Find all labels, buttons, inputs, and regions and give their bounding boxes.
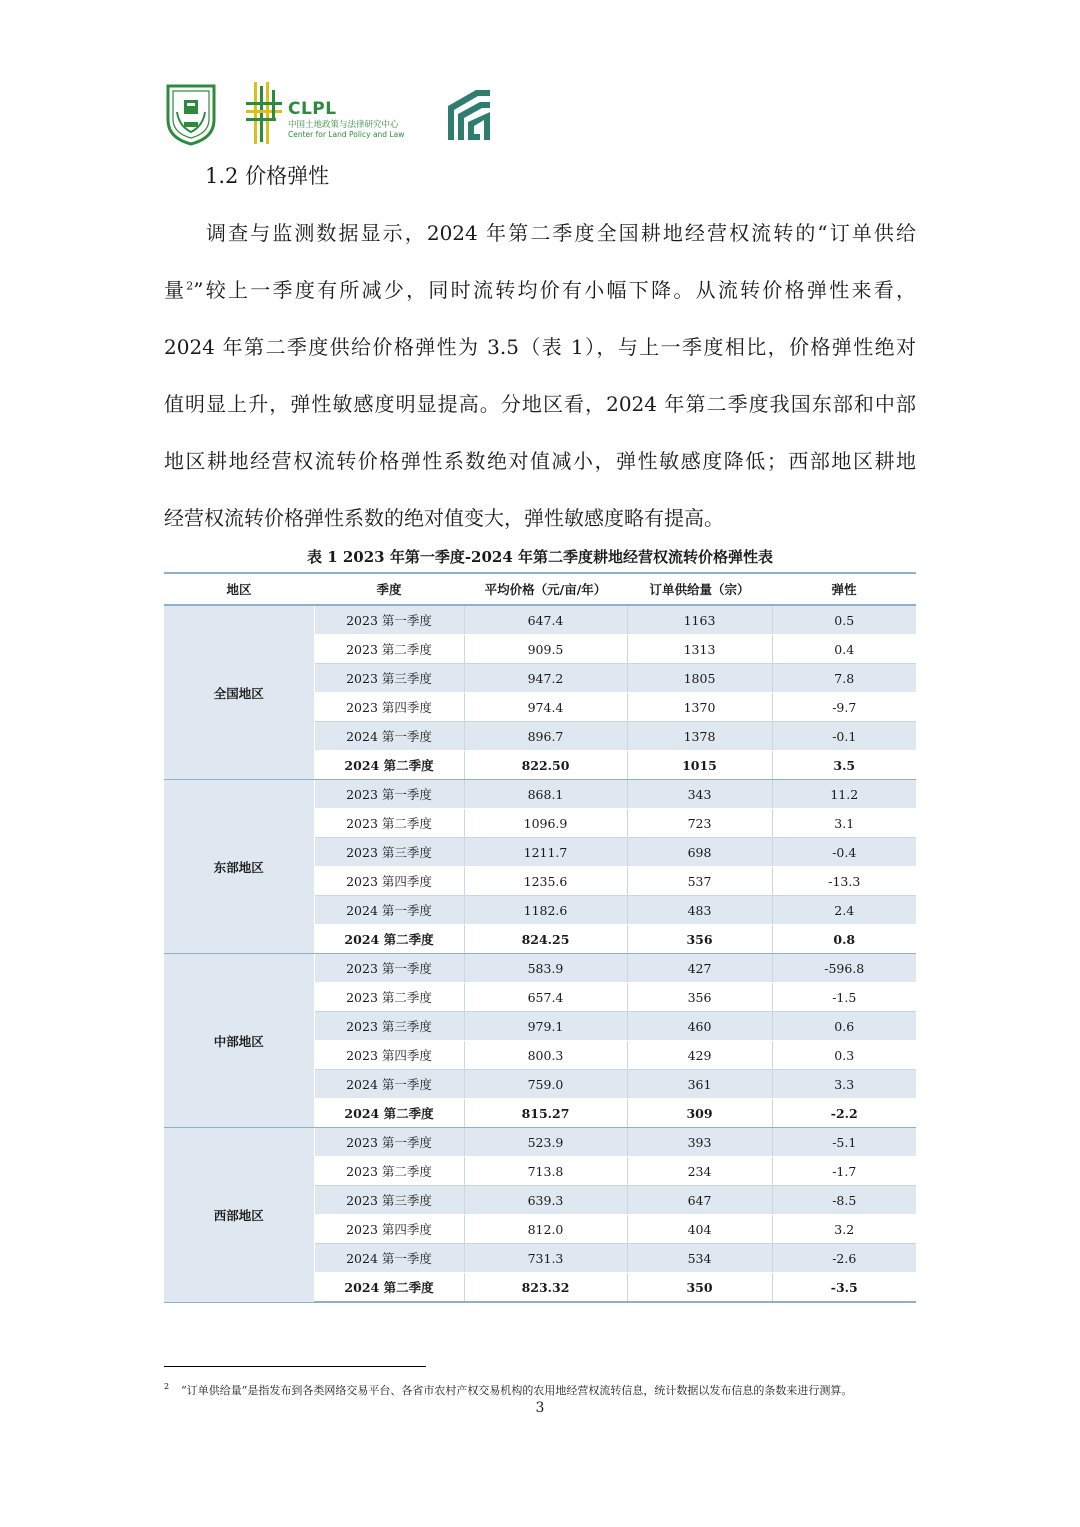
elasticity-cell: -2.6: [772, 1244, 916, 1273]
footnote: [164, 1382, 852, 1398]
elasticity-cell: -1.5: [772, 983, 916, 1012]
quarter-cell: 2023 第三季度: [314, 664, 464, 693]
region-cell: 中部地区: [164, 954, 314, 1128]
avg-price-cell: 822.50: [464, 751, 627, 780]
clpl-name: CLPL: [288, 99, 337, 119]
supply-cell: 234: [627, 1157, 772, 1186]
avg-price-cell: 713.8: [464, 1157, 627, 1186]
quarter-cell: 2023 第二季度: [314, 983, 464, 1012]
avg-price-cell: 647.4: [464, 605, 627, 635]
elasticity-cell: 7.8: [772, 664, 916, 693]
quarter-cell: 2024 第一季度: [314, 1070, 464, 1099]
avg-price-cell: 824.25: [464, 925, 627, 954]
avg-price-cell: 1211.7: [464, 838, 627, 867]
supply-cell: 356: [627, 983, 772, 1012]
supply-cell: 427: [627, 954, 772, 983]
elasticity-cell: 0.4: [772, 635, 916, 664]
table-row: [164, 1128, 916, 1157]
paragraph-line-rest: ”较上一季度有所减少，同时流转均价有小幅下降。从流转价格弹性来看，: [193, 278, 916, 302]
avg-price-cell: 947.2: [464, 664, 627, 693]
elasticity-cell: 3.2: [772, 1215, 916, 1244]
supply-cell: 1015: [627, 751, 772, 780]
paragraph-line: 调查与监测数据显示，2024 年第二季度全国耕地经营权流转的“订单供给: [206, 221, 916, 245]
supply-cell: 1313: [627, 635, 772, 664]
paragraph-line: 经营权流转价格弹性系数的绝对值变大，弹性敏感度略有提高。: [164, 506, 724, 530]
avg-price-cell: 759.0: [464, 1070, 627, 1099]
quarter-cell: 2023 第四季度: [314, 1041, 464, 1070]
avg-price-cell: 823.32: [464, 1273, 627, 1303]
supply-cell: 309: [627, 1099, 772, 1128]
table-caption: 表 1 2023 年第一季度-2024 年第二季度耕地经营权流转价格弹性表: [306, 548, 774, 566]
avg-price-cell: 657.4: [464, 983, 627, 1012]
quarter-cell: 2023 第一季度: [314, 605, 464, 635]
quarter-cell: 2023 第三季度: [314, 1186, 464, 1215]
region-cell: 东部地区: [164, 780, 314, 954]
quarter-cell: 2024 第二季度: [314, 1273, 464, 1303]
table-row: [164, 780, 916, 809]
supply-cell: 723: [627, 809, 772, 838]
elasticity-cell: 11.2: [772, 780, 916, 809]
body-paragraph: [164, 205, 916, 547]
elasticity-cell: -5.1: [772, 1128, 916, 1157]
elasticity-cell: -596.8: [772, 954, 916, 983]
supply-cell: 350: [627, 1273, 772, 1303]
supply-cell: 647: [627, 1186, 772, 1215]
avg-price-cell: 523.9: [464, 1128, 627, 1157]
elasticity-table: [164, 572, 916, 1303]
supply-cell: 1378: [627, 722, 772, 751]
elasticity-cell: 3.3: [772, 1070, 916, 1099]
table-row: [164, 605, 916, 635]
elasticity-cell: -8.5: [772, 1186, 916, 1215]
table-header-row: [164, 573, 916, 605]
avg-price-cell: 1182.6: [464, 896, 627, 925]
supply-cell: 1163: [627, 605, 772, 635]
supply-cell: 404: [627, 1215, 772, 1244]
quarter-cell: 2023 第一季度: [314, 1128, 464, 1157]
supply-cell: 393: [627, 1128, 772, 1157]
elasticity-cell: 3.5: [772, 751, 916, 780]
paragraph-line: 值明显上升，弹性敏感度明显提高。分地区看，2024 年第二季度我国东部和中部: [164, 392, 916, 416]
supply-cell: 343: [627, 780, 772, 809]
avg-price-cell: 583.9: [464, 954, 627, 983]
avg-price-cell: 731.3: [464, 1244, 627, 1273]
quarter-cell: 2024 第一季度: [314, 722, 464, 751]
avg-price-cell: 1096.9: [464, 809, 627, 838]
supply-cell: 429: [627, 1041, 772, 1070]
avg-price-cell: 800.3: [464, 1041, 627, 1070]
elasticity-cell: -9.7: [772, 693, 916, 722]
elasticity-cell: -1.7: [772, 1157, 916, 1186]
footnote-marker: 2: [186, 279, 194, 293]
avg-price-cell: 909.5: [464, 635, 627, 664]
elasticity-cell: 0.3: [772, 1041, 916, 1070]
elasticity-cell: -0.4: [772, 838, 916, 867]
header-quarter: 季度: [314, 573, 464, 605]
header-avg-price: 平均价格（元/亩/年）: [464, 573, 627, 605]
paragraph-line: 2024 年第二季度供给价格弹性为 3.5（表 1），与上一季度相比，价格弹性绝对: [164, 335, 916, 359]
avg-price-cell: 979.1: [464, 1012, 627, 1041]
clpl-mark-icon: [244, 80, 284, 146]
supply-cell: 534: [627, 1244, 772, 1273]
page-number: 3: [535, 1400, 545, 1416]
section-heading: 1.2 价格弹性: [205, 164, 330, 188]
supply-cell: 1370: [627, 693, 772, 722]
avg-price-cell: 815.27: [464, 1099, 627, 1128]
region-cell: 全国地区: [164, 605, 314, 780]
clpl-chinese-name: 中国土地政策与法律研究中心: [288, 120, 399, 130]
table-body: [164, 605, 916, 1302]
avg-price-cell: 1235.6: [464, 867, 627, 896]
supply-cell: 460: [627, 1012, 772, 1041]
quarter-cell: 2023 第一季度: [314, 954, 464, 983]
quarter-cell: 2024 第二季度: [314, 1099, 464, 1128]
table-row: [164, 954, 916, 983]
supply-cell: 483: [627, 896, 772, 925]
quarter-cell: 2023 第三季度: [314, 1012, 464, 1041]
header-supply: 订单供给量（宗）: [627, 573, 772, 605]
quarter-cell: 2024 第二季度: [314, 925, 464, 954]
elasticity-cell: -13.3: [772, 867, 916, 896]
elasticity-cell: 0.6: [772, 1012, 916, 1041]
avg-price-cell: 868.1: [464, 780, 627, 809]
header-elasticity: 弹性: [772, 573, 916, 605]
supply-cell: 537: [627, 867, 772, 896]
avg-price-cell: 974.4: [464, 693, 627, 722]
quarter-cell: 2023 第四季度: [314, 867, 464, 896]
elasticity-cell: 2.4: [772, 896, 916, 925]
footnote-text: “订单供给量”是指发布到各类网络交易平台、各省市农村产权交易机构的农用地经营权流转信息，统计数据以发布信息的条数来进行测算。: [181, 1384, 853, 1397]
footnote-divider: [164, 1366, 426, 1367]
clpl-logo: [244, 80, 424, 146]
quarter-cell: 2023 第一季度: [314, 780, 464, 809]
avg-price-cell: 812.0: [464, 1215, 627, 1244]
clpl-english-name: Center for Land Policy and Law: [288, 130, 405, 139]
quarter-cell: 2023 第四季度: [314, 1215, 464, 1244]
supply-cell: 361: [627, 1070, 772, 1099]
elasticity-cell: -3.5: [772, 1273, 916, 1303]
quarter-cell: 2023 第四季度: [314, 693, 464, 722]
region-cell: 西部地区: [164, 1128, 314, 1303]
supply-cell: 356: [627, 925, 772, 954]
quarter-cell: 2024 第二季度: [314, 751, 464, 780]
quarter-cell: 2024 第一季度: [314, 896, 464, 925]
footnote-number: 2: [164, 1382, 170, 1392]
header-region: 地区: [164, 573, 314, 605]
quarter-cell: 2023 第二季度: [314, 635, 464, 664]
partner-logo-icon: [446, 86, 492, 142]
quarter-cell: 2023 第二季度: [314, 1157, 464, 1186]
paragraph-line-prefix: 量: [164, 278, 187, 302]
supply-cell: 698: [627, 838, 772, 867]
quarter-cell: 2023 第三季度: [314, 838, 464, 867]
elasticity-cell: 0.8: [772, 925, 916, 954]
paragraph-line: [164, 262, 916, 319]
elasticity-cell: -2.2: [772, 1099, 916, 1128]
quarter-cell: 2023 第二季度: [314, 809, 464, 838]
elasticity-cell: -0.1: [772, 722, 916, 751]
elasticity-cell: 0.5: [772, 605, 916, 635]
avg-price-cell: 639.3: [464, 1186, 627, 1215]
elasticity-cell: 3.1: [772, 809, 916, 838]
quarter-cell: 2024 第一季度: [314, 1244, 464, 1273]
supply-cell: 1805: [627, 664, 772, 693]
cau-university-seal-icon: [164, 82, 218, 146]
avg-price-cell: 896.7: [464, 722, 627, 751]
page-header: [164, 80, 504, 150]
paragraph-line: 地区耕地经营权流转价格弹性系数绝对值减小，弹性敏感度降低；西部地区耕地: [164, 449, 916, 473]
